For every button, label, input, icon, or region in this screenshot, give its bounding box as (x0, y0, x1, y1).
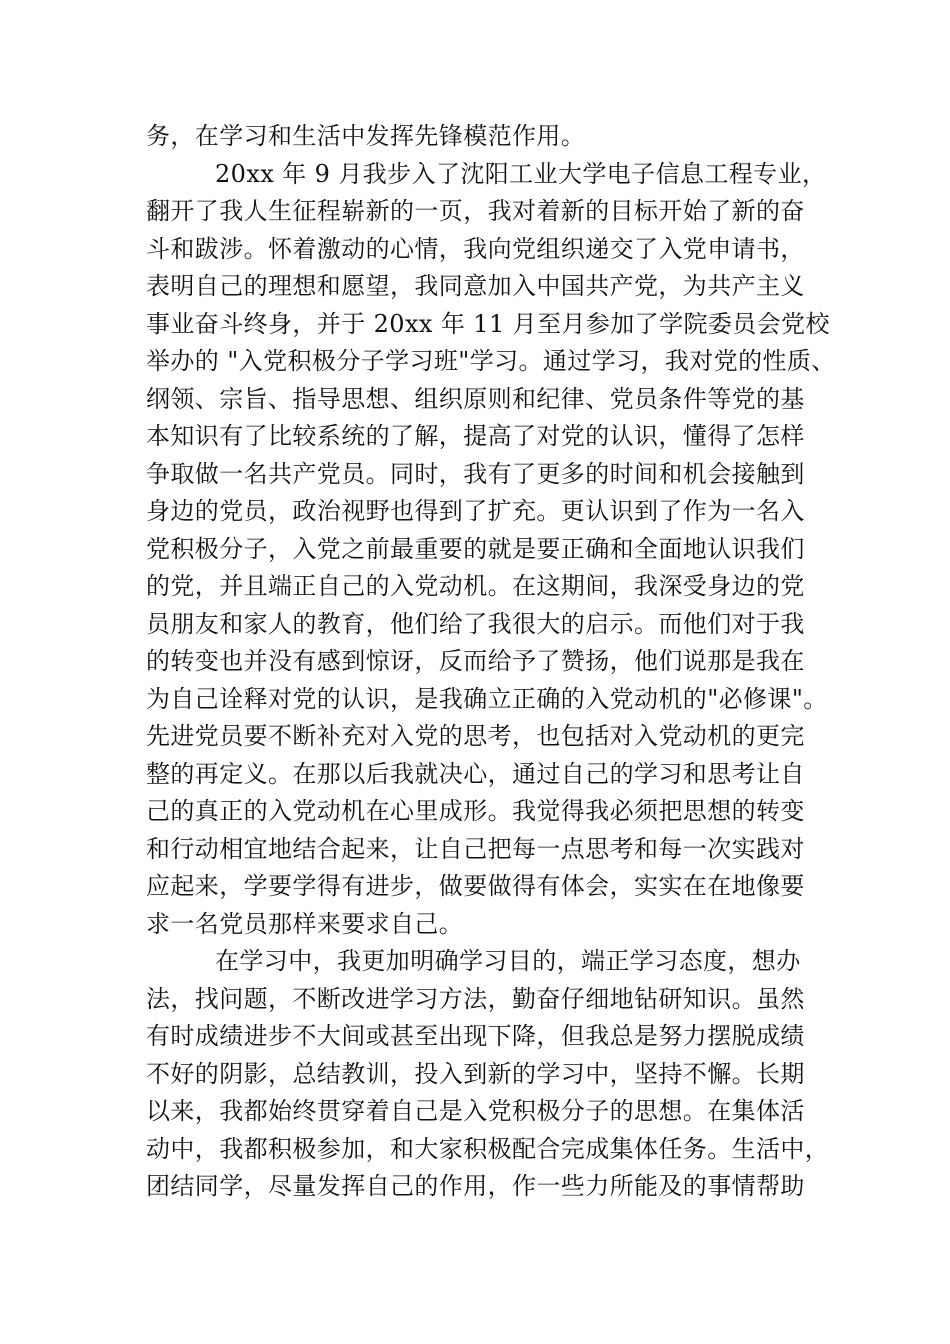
text-line: 纲领、宗旨、指导思想、组织原则和纪律、党员条件等党的基 (146, 384, 805, 413)
text-line: 员朋友和家人的教育，他们给了我很大的启示。而他们对于我 (146, 609, 805, 638)
text-line: 身边的党员，政治视野也得到了扩充。更认识到了作为一名入 (146, 497, 805, 525)
text-line: 争取做一名共产党员。同时，我有了更多的时间和机会接触到 (146, 459, 805, 488)
text-line: 团结同学，尽量发挥自己的作用，作一些力所能及的事情帮助 (146, 1172, 805, 1200)
text-line: 以来，我都始终贯穿着自己是入党积极分子的思想。在集体活 (146, 1097, 805, 1125)
text-line: 翻开了我人生征程崭新的一页，我对着新的目标开始了新的奋 (146, 197, 805, 225)
text-line: 为自己诠释对党的认识，是我确立正确的入党动机的"必修课"。 (146, 684, 828, 713)
text-line: 党积极分子，入党之前最重要的就是要正确和全面地认识我们 (146, 534, 805, 563)
text-line: 不好的阴影，总结教训，投入到新的学习中，坚持不懈。长期 (146, 1059, 805, 1088)
paragraph-start-line: 20xx 年 9 月我步入了沈阳工业大学电子信息工程专业， (215, 159, 827, 188)
text-line: 有时成绩进步不大间或甚至出现下降，但我总是努力摆脱成绩 (146, 1022, 805, 1050)
text-line: 先进党员要不断补充对入党的思考，也包括对入党动机的更完 (146, 722, 805, 750)
text-line: 表明自己的理想和愿望，我同意加入中国共产党，为共产主义 (146, 272, 805, 300)
text-line: 的党，并且端正自己的入党动机。在这期间，我深受身边的党 (146, 572, 805, 600)
text-line: 法，找问题，不断改进学习方法，勤奋仔细地钻研知识。虽然 (146, 984, 805, 1013)
text-line: 的转变也并没有感到惊讶，反而给予了赞扬，他们说那是我在 (146, 647, 805, 675)
text-line: 本知识有了比较系统的了解，提高了对党的认识，懂得了怎样 (146, 422, 805, 450)
text-line: 整的再定义。在那以后我就决心，通过自己的学习和思考让自 (146, 759, 805, 788)
text-line: 求一名党员那样来要求自己。 (146, 909, 464, 938)
text-line: 务，在学习和生活中发挥先锋模范作用。 (146, 122, 586, 150)
text-line: 己的真正的入党动机在心里成形。我觉得我必须把思想的转变 (146, 797, 805, 825)
text-line: 事业奋斗终身，并于 20xx 年 11 月至月参加了学院委员会党校 (146, 309, 830, 338)
text-line: 动中，我都积极参加，和大家积极配合完成集体任务。生活中， (146, 1134, 830, 1163)
text-line: 应起来，学要学得有进步，做要做得有体会，实实在在地像要 (146, 872, 805, 900)
text-line: 斗和跋涉。怀着激动的心情，我向党组织递交了入党申请书， (146, 234, 805, 263)
text-line: 和行动相宜地结合起来，让自己把每一点思考和每一次实践对 (146, 834, 805, 863)
paragraph-start-line: 在学习中，我更加明确学习目的，端正学习态度，想办 (215, 947, 801, 975)
document-body (146, 118, 846, 1206)
text-line: 举办的 "入党积极分子学习班"学习。通过学习，我对党的性质、 (146, 347, 836, 375)
